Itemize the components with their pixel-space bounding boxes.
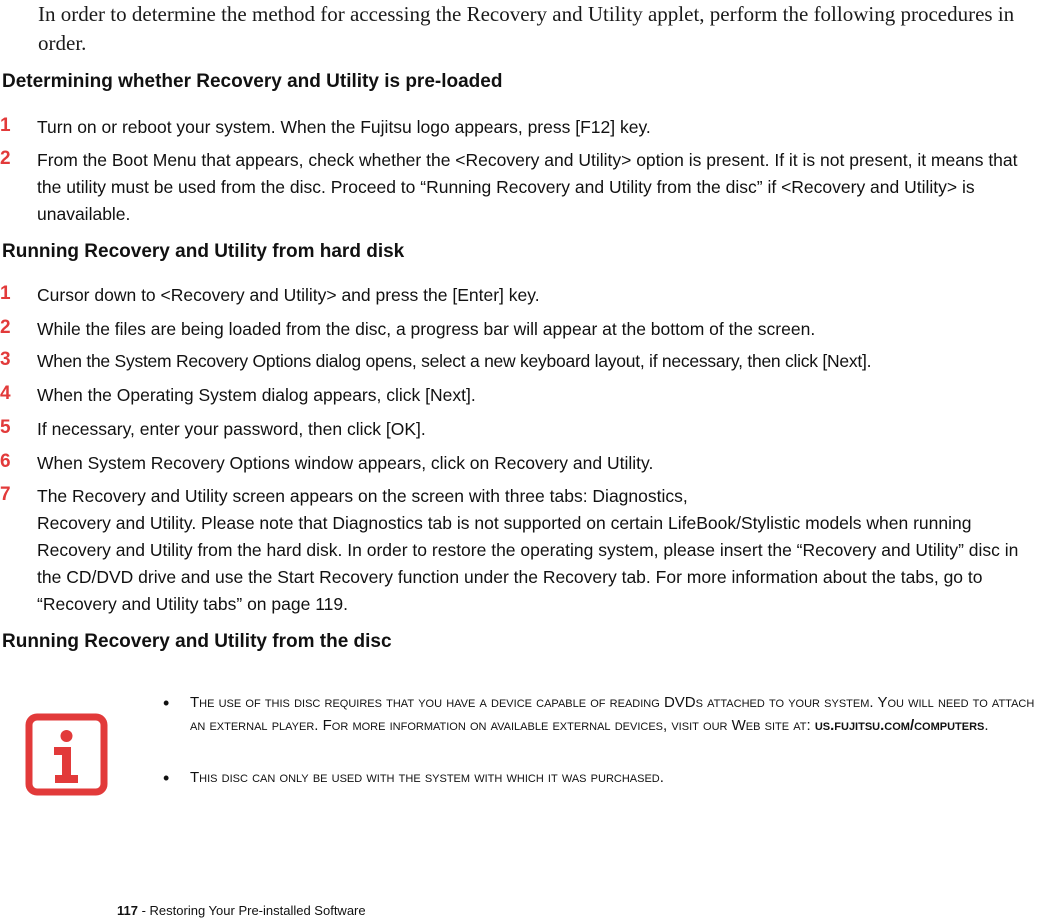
step-text-rest: Recovery and Utility. Please note that Diagnostics tab is not supported on certain LifeBook/Stylistic models when running Recovery and Utility from the hard disk. In order to restore the operating system, please insert the “Recovery and Utility” disc in the CD/DVD drive and use the Start Recovery function under the Recovery tab. For more information about the tabs, go to “Recovery and Utility tabs” on page 119. — [37, 513, 1019, 614]
step-text: Cursor down to <Recovery and Utility> and press the [Enter] key. — [37, 285, 540, 305]
step-text — [37, 483, 1042, 618]
step-number: 5 — [0, 417, 11, 438]
step-number: 3 — [0, 349, 11, 370]
heading-pre-loaded: Determining whether Recovery and Utility is pre-loaded — [2, 71, 503, 92]
footer-sep: - — [137, 903, 150, 918]
intro-paragraph: In order to determine the method for accessing the Recovery and Utility applet, perform the following procedures in order. — [38, 2, 1015, 55]
footer-title: Restoring Your Pre-installed Software — [149, 903, 366, 918]
step-number: 1 — [0, 283, 11, 304]
note-text-suffix: . — [984, 716, 989, 734]
step-number: 4 — [0, 383, 11, 404]
page-footer — [117, 903, 366, 918]
step-number: 7 — [0, 484, 11, 505]
step-number: 6 — [0, 451, 11, 472]
step-text: When the System Recovery Options dialog opens, select a new keyboard layout, if necessary, then click [Next]. — [37, 351, 872, 371]
step-number: 2 — [0, 148, 11, 169]
step-text: From the Boot Menu that appears, check whether the <Recovery and Utility> option is present. If it is not present, it means that the utility must be used from the disc. Proceed to “Running Recovery and Utility from the disc” if <Recovery and Utility> is unavailable. — [37, 150, 1018, 224]
step-number: 1 — [0, 115, 11, 136]
step-text: When System Recovery Options window appears, click on Recovery and Utility. — [37, 453, 654, 473]
note-text: This disc can only be used with the system with which it was purchased. — [190, 769, 664, 786]
note-text-body: The use of this disc requires that you have a device capable of reading DVDs attached to your system. You will need to attach an external player. For more information on available external devices, visit our Web site at: — [190, 694, 1035, 734]
step-text: Turn on or reboot your system. When the Fujitsu logo appears, press [F12] key. — [37, 117, 651, 137]
step-text-line: The Recovery and Utility screen appears on the screen with three tabs: Diagnostics, — [37, 486, 688, 506]
bullet: • — [163, 768, 170, 788]
heading-hard-disk: Running Recovery and Utility from hard disk — [2, 241, 405, 262]
step-text: When the Operating System dialog appears, click [Next]. — [37, 385, 476, 405]
bullet: • — [163, 693, 170, 713]
page-number: 117 — [117, 903, 138, 918]
note-text — [190, 692, 1035, 737]
heading-from-disc: Running Recovery and Utility from the disc — [2, 631, 392, 652]
website-link[interactable]: us.fujitsu.com/computers — [814, 716, 985, 734]
step-number: 2 — [0, 317, 11, 338]
info-icon — [25, 713, 108, 796]
step-text: If necessary, enter your password, then click [OK]. — [37, 419, 426, 439]
step-text: While the files are being loaded from the disc, a progress bar will appear at the bottom of the screen. — [37, 319, 816, 339]
